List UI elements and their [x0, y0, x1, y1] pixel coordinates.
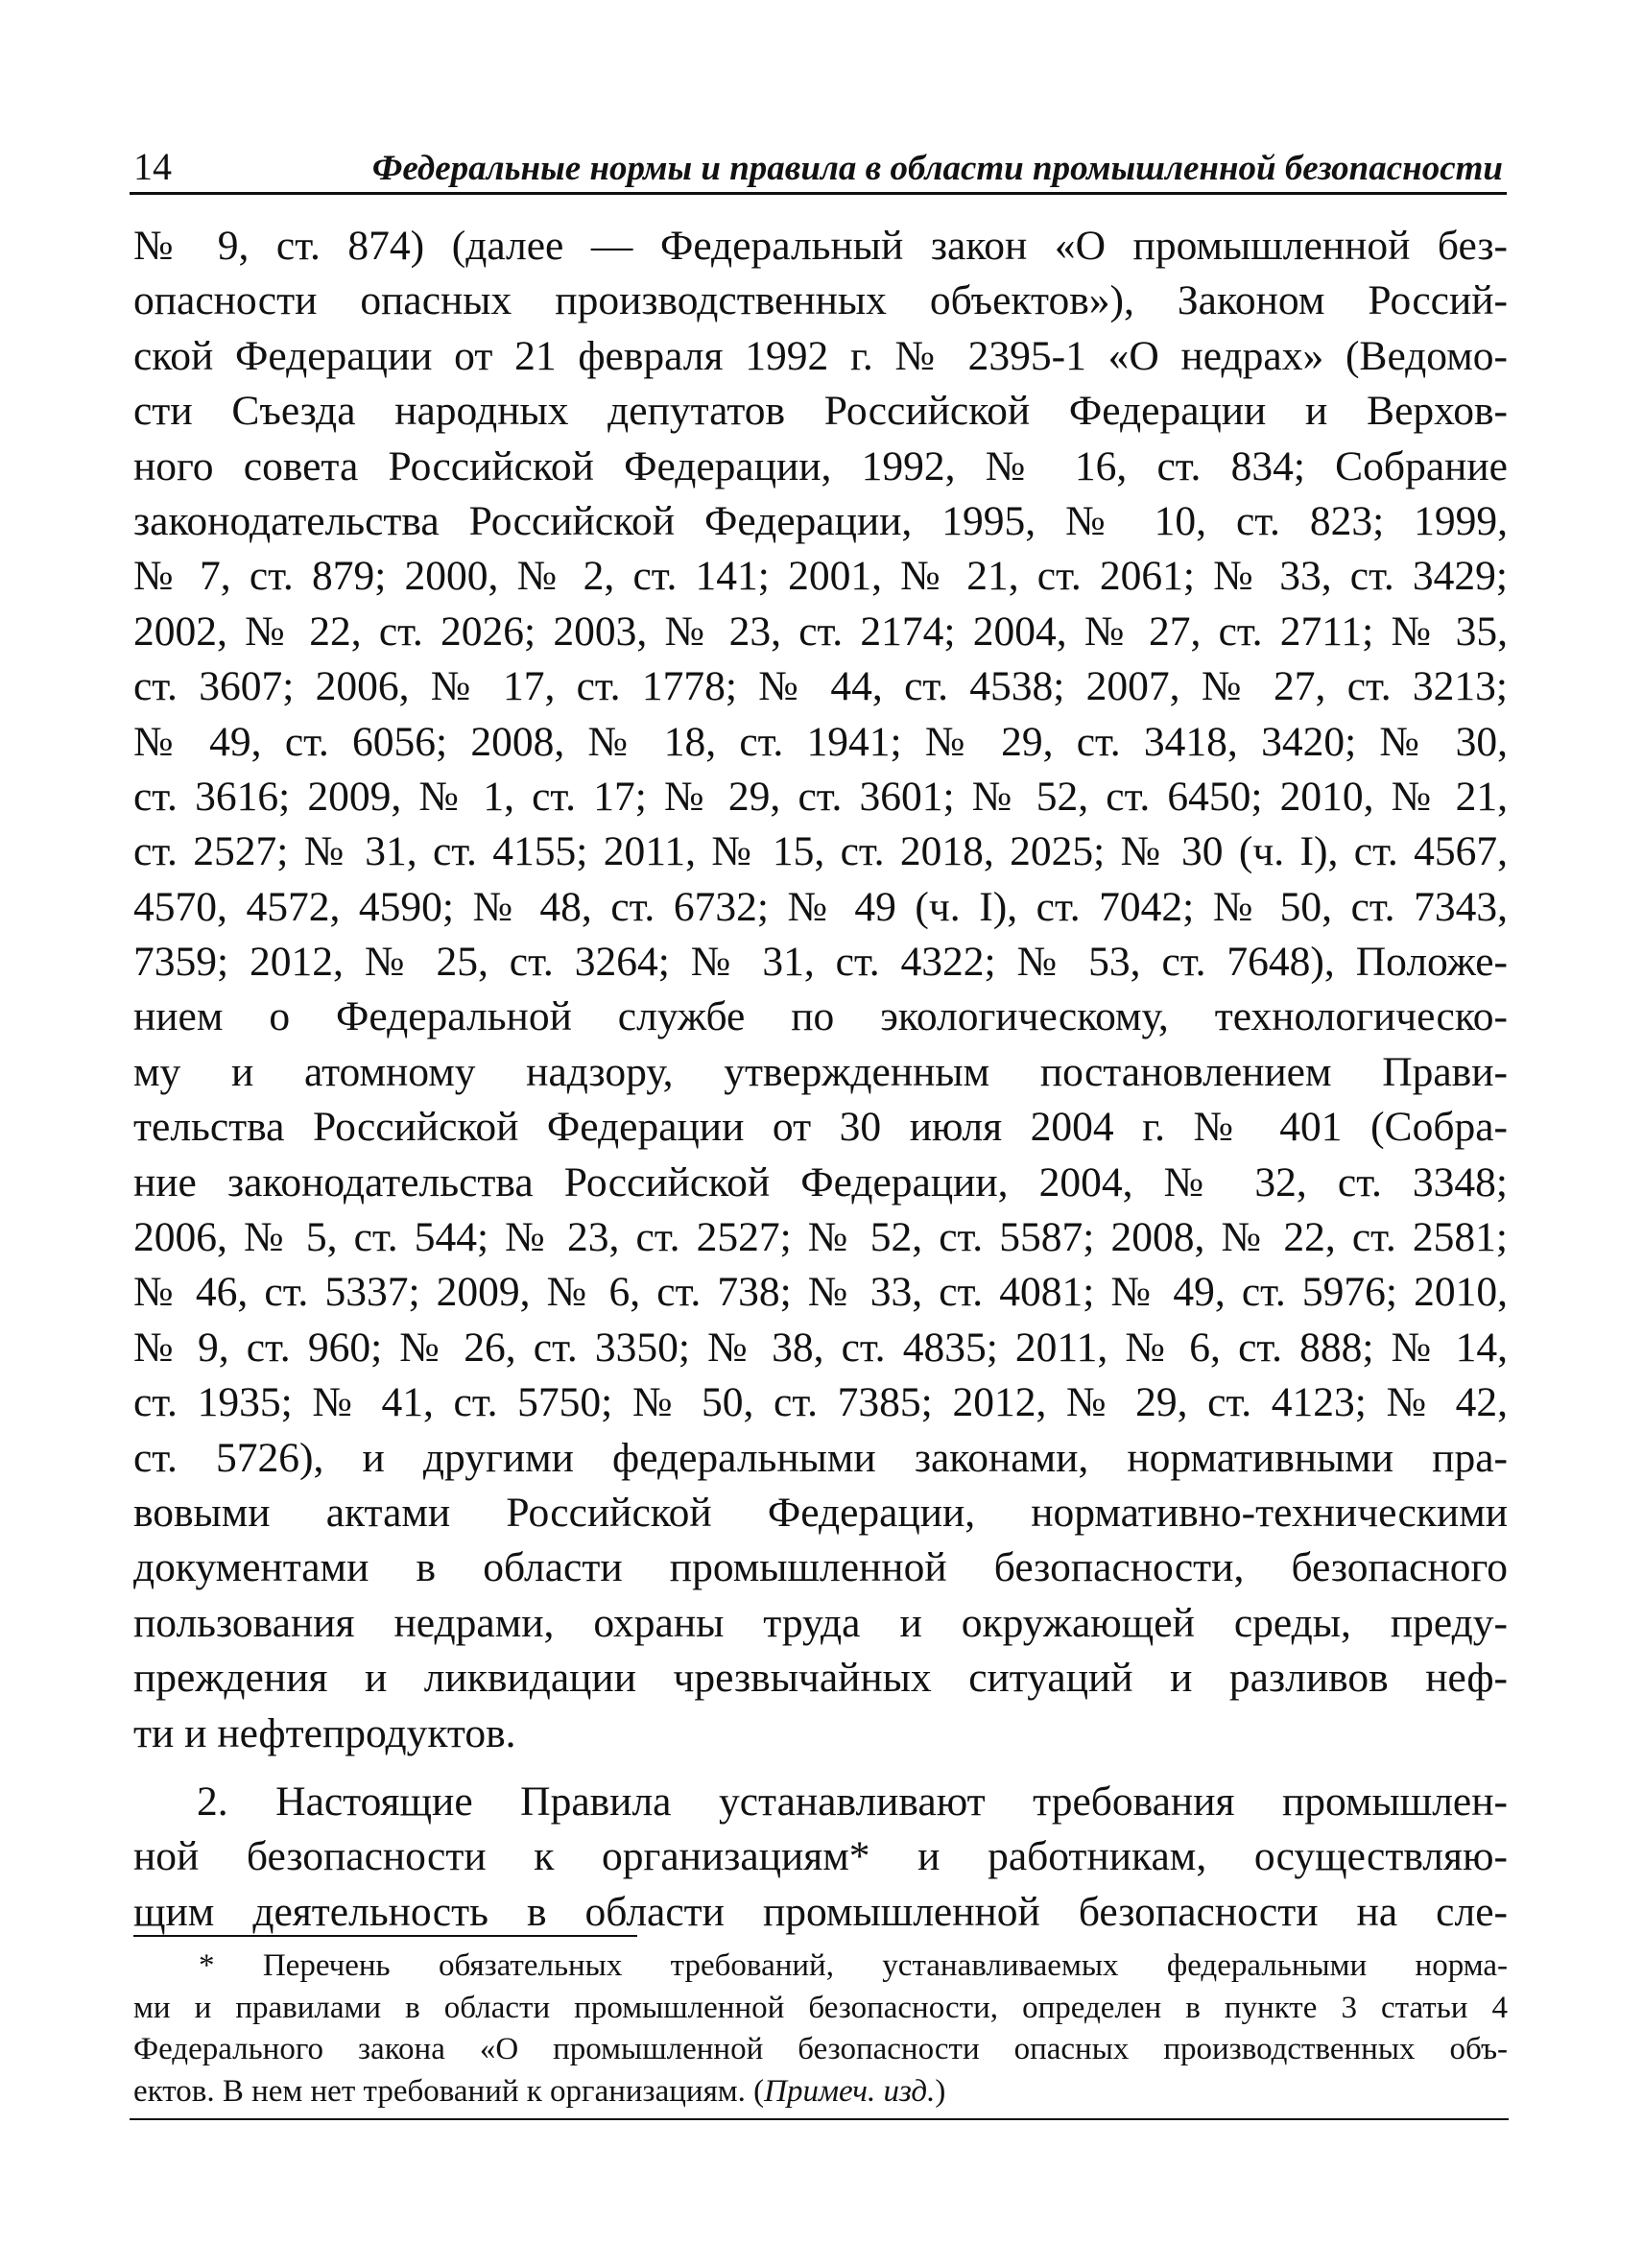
footnote-line: [133, 2071, 1508, 2113]
paragraph-1: [133, 219, 1508, 1761]
running-title: Федеральные нормы и правила в области промышленной безопасности: [371, 149, 1503, 188]
footnote: [133, 1946, 1508, 2113]
page-number: 14: [133, 145, 172, 188]
footnote-line: Федерального закона «О промышленной безопасности опасных производственных объ-: [133, 2032, 1508, 2066]
running-header: [130, 144, 1507, 195]
paragraph-2: [133, 1775, 1508, 1940]
text-line: ного совета Российской Федерации, 1992, № 16, ст. 834; Собрание: [133, 442, 1508, 489]
text-line: ной безопасности к организациям* и работникам, осуществляю-: [133, 1833, 1508, 1880]
text-line: 2002, № 22, ст. 2026; 2003, № 23, ст. 2174; 2004, № 27, ст. 2711; № 35,: [133, 608, 1508, 655]
text-line: му и атомному надзору, утвержденным постановлением Прави-: [133, 1048, 1508, 1095]
text-line: ст. 5726), и другими федеральными законами, нормативными пра-: [133, 1434, 1508, 1481]
text-line: пользования недрами, охраны труда и окружающей среды, преду-: [133, 1599, 1508, 1646]
text-line: ской Федерации от 21 февраля 1992 г. № 2395-1 «О недрах» (Ведомо-: [133, 332, 1508, 379]
publisher-note: Примеч. изд.: [764, 2073, 936, 2109]
footnote-lines: [133, 1946, 1508, 2071]
text-line: ст. 1935; № 41, ст. 5750; № 50, ст. 7385; 2012, № 29, ст. 4123; № 42,: [133, 1379, 1508, 1426]
footnote-last-text: ектов. В нем нет требований к организациям. (: [133, 2073, 765, 2109]
text-line: 7359; 2012, № 25, ст. 3264; № 31, ст. 4322; № 53, ст. 7648), Положе-: [133, 939, 1508, 986]
text-line: № 7, ст. 879; 2000, № 2, ст. 141; 2001, № 21, ст. 2061; № 33, ст. 3429;: [133, 553, 1508, 600]
text-line: ние законодательства Российской Федерации, 2004, № 32, ст. 3348;: [133, 1158, 1508, 1206]
text-line: сти Съезда народных депутатов Российской Федерации и Верхов-: [133, 388, 1508, 435]
footnote-line: ми и правилами в области промышленной безопасности, определен в пункте 3 статьи 4: [133, 1990, 1508, 2025]
text-line: 2006, № 5, ст. 544; № 23, ст. 2527; № 52, ст. 5587; 2008, № 22, ст. 2581;: [133, 1214, 1508, 1261]
text-line: ст. 3607; 2006, № 17, ст. 1778; № 44, ст. 4538; 2007, № 27, ст. 3213;: [133, 663, 1508, 710]
text-line: щим деятельность в области промышленной безопасности на сле-: [133, 1888, 1508, 1935]
text-line: № 49, ст. 6056; 2008, № 18, ст. 1941; № 29, ст. 3418, 3420; № 30,: [133, 718, 1508, 765]
footnote-line: * Перечень обязательных требований, устанавливаемых федеральными норма-: [199, 1948, 1508, 1983]
text-line: законодательства Российской Федерации, 1995, № 10, ст. 823; 1999,: [133, 497, 1508, 544]
text-line: вовыми актами Российской Федерации, нормативно-техническими: [133, 1489, 1508, 1536]
text-line: ти и нефтепродуктов.: [133, 1709, 516, 1756]
body-text: [133, 219, 1508, 1940]
paragraph-gap: [133, 1761, 1508, 1775]
footnote-last-close: ): [935, 2073, 946, 2109]
text-line: ст. 3616; 2009, № 1, ст. 17; № 29, ст. 3601; № 52, ст. 6450; 2010, № 21,: [133, 773, 1508, 820]
bottom-divider: [130, 2118, 1509, 2120]
text-line: опасности опасных производственных объектов»), Законом Россий-: [133, 277, 1508, 324]
text-line: 4570, 4572, 4590; № 48, ст. 6732; № 49 (ч. I), ст. 7042; № 50, ст. 7343,: [133, 883, 1508, 930]
text-line: № 9, ст. 960; № 26, ст. 3350; № 38, ст. 4835; 2011, № 6, ст. 888; № 14,: [133, 1324, 1508, 1371]
text-line: № 9, ст. 874) (далее — Федеральный закон «О промышленной без-: [133, 223, 1508, 269]
text-line: документами в области промышленной безопасности, безопасного: [133, 1544, 1508, 1591]
text-line: нием о Федеральной службе по экологическому, технологическо-: [133, 993, 1508, 1040]
text-line: тельства Российской Федерации от 30 июля 2004 г. № 401 (Собра-: [133, 1104, 1508, 1151]
footnote-divider: [133, 1935, 637, 1937]
text-line: ст. 2527; № 31, ст. 4155; 2011, № 15, ст. 2018, 2025; № 30 (ч. I), ст. 4567,: [133, 828, 1508, 875]
text-line: 2. Настоящие Правила устанавливают требования промышлен-: [197, 1778, 1508, 1825]
text-line: преждения и ликвидации чрезвычайных ситуаций и разливов неф-: [133, 1655, 1508, 1702]
text-line: № 46, ст. 5337; 2009, № 6, ст. 738; № 33, ст. 4081; № 49, ст. 5976; 2010,: [133, 1269, 1508, 1316]
